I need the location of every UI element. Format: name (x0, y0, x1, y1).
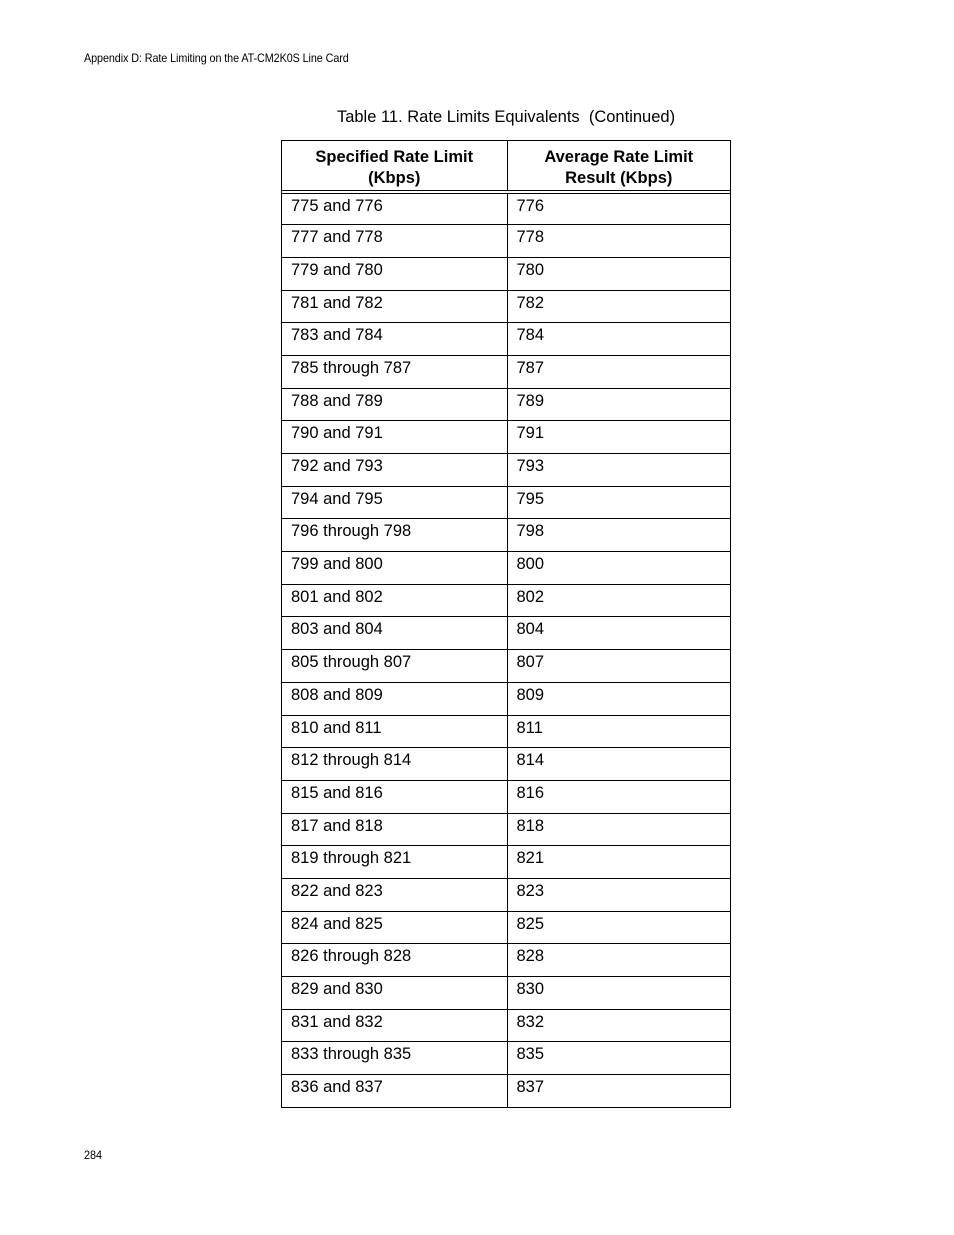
table-row (282, 355, 730, 388)
average-rate-cell: 780 (507, 257, 730, 290)
table-row (282, 552, 730, 585)
column-header-line: Specified Rate Limit (315, 148, 474, 166)
average-rate-cell: 778 (507, 225, 730, 258)
table-row (282, 388, 730, 421)
average-rate-cell: 823 (507, 878, 730, 911)
table-row (282, 813, 730, 846)
average-rate-cell: 830 (507, 977, 730, 1010)
table-row (282, 421, 730, 454)
average-rate-cell: 776 (516, 197, 545, 215)
table-row (282, 1042, 730, 1075)
specified-rate-cell: 781 and 782 (282, 290, 507, 323)
column-header-line: Result (Kbps) (565, 169, 673, 187)
specified-rate-cell: 805 through 807 (282, 650, 507, 683)
specified-rate-cell: 775 and 776 (282, 192, 507, 225)
specified-rate-cell: 829 and 830 (282, 977, 507, 1010)
specified-rate-cell: 790 and 791 (282, 421, 507, 454)
table-row (282, 846, 730, 879)
table-row (282, 584, 730, 617)
specified-rate-cell: 831 and 832 (282, 1009, 507, 1042)
table-row (282, 486, 730, 519)
column-header-specified-rate (282, 141, 507, 192)
average-rate-cell: 821 (507, 846, 730, 879)
specified-rate-cell: 796 through 798 (282, 519, 507, 552)
average-rate-cell: 837 (507, 1075, 730, 1108)
average-rate-cell: 828 (507, 944, 730, 977)
average-rate-cell: 784 (507, 323, 730, 356)
average-rate-cell: 798 (507, 519, 730, 552)
table-row (282, 225, 730, 258)
average-rate-cell: 791 (507, 421, 730, 454)
average-rate-cell: 787 (507, 355, 730, 388)
specified-rate-cell: 817 and 818 (282, 813, 507, 846)
table-row (282, 519, 730, 552)
column-header-line: (Kbps) (368, 169, 421, 187)
average-rate-cell: 832 (507, 1009, 730, 1042)
specified-rate-cell: 826 through 828 (282, 944, 507, 977)
column-header-line: Average Rate Limit (544, 148, 694, 166)
table-header-row (282, 141, 730, 192)
table-row (282, 454, 730, 487)
table-row (282, 977, 730, 1010)
average-rate-cell: 807 (507, 650, 730, 683)
table-caption: Table 11. Rate Limits Equivalents (Continued) (336, 108, 676, 126)
average-rate-cell: 782 (507, 290, 730, 323)
average-rate-cell: 825 (507, 911, 730, 944)
table-body (282, 192, 730, 1107)
specified-rate-cell: 785 through 787 (282, 355, 507, 388)
table-row (282, 323, 730, 356)
specified-rate-cell: 812 through 814 (282, 748, 507, 781)
average-rate-cell: 793 (507, 454, 730, 487)
column-header-average-rate (507, 141, 730, 192)
table-row (282, 257, 730, 290)
table-row (282, 290, 730, 323)
table-row (282, 192, 730, 225)
table-row (282, 1075, 730, 1108)
specified-rate-cell: 788 and 789 (282, 388, 507, 421)
table-row (282, 1009, 730, 1042)
average-rate-cell: 789 (507, 388, 730, 421)
table-row (282, 911, 730, 944)
average-rate-cell: 800 (507, 552, 730, 585)
table-row (282, 715, 730, 748)
specified-rate-cell: 792 and 793 (282, 454, 507, 487)
table-row (282, 944, 730, 977)
specified-rate-cell: 801 and 802 (282, 584, 507, 617)
specified-rate-cell: 819 through 821 (282, 846, 507, 879)
average-rate-cell: 804 (507, 617, 730, 650)
average-rate-cell: 795 (507, 486, 730, 519)
specified-rate-cell: 810 and 811 (282, 715, 507, 748)
table-row (282, 650, 730, 683)
specified-rate-cell: 808 and 809 (282, 682, 507, 715)
table-row (282, 878, 730, 911)
table-row (282, 748, 730, 781)
specified-rate-cell: 777 and 778 (282, 225, 507, 258)
page-number: 284 (84, 1148, 103, 1162)
specified-rate-cell: 783 and 784 (282, 323, 507, 356)
average-rate-cell: 802 (507, 584, 730, 617)
rate-limits-table (281, 140, 731, 1108)
table-row (282, 617, 730, 650)
specified-rate-cell: 824 and 825 (282, 911, 507, 944)
running-header: Appendix D: Rate Limiting on the AT-CM2K0S Line Card (84, 51, 349, 65)
average-rate-cell: 809 (507, 682, 730, 715)
table-row (282, 682, 730, 715)
specified-rate-cell: 833 through 835 (282, 1042, 507, 1075)
specified-rate-cell: 799 and 800 (282, 552, 507, 585)
table-row (282, 780, 730, 813)
specified-rate-cell: 779 and 780 (282, 257, 507, 290)
specified-rate-cell: 815 and 816 (282, 780, 507, 813)
average-rate-cell: 811 (507, 715, 730, 748)
specified-rate-cell: 822 and 823 (282, 878, 507, 911)
average-rate-cell: 835 (507, 1042, 730, 1075)
specified-rate-cell: 794 and 795 (282, 486, 507, 519)
average-rate-cell: 818 (507, 813, 730, 846)
specified-rate-cell: 803 and 804 (282, 617, 507, 650)
specified-rate-cell: 836 and 837 (282, 1075, 507, 1108)
average-rate-cell: 816 (507, 780, 730, 813)
average-rate-cell: 814 (507, 748, 730, 781)
